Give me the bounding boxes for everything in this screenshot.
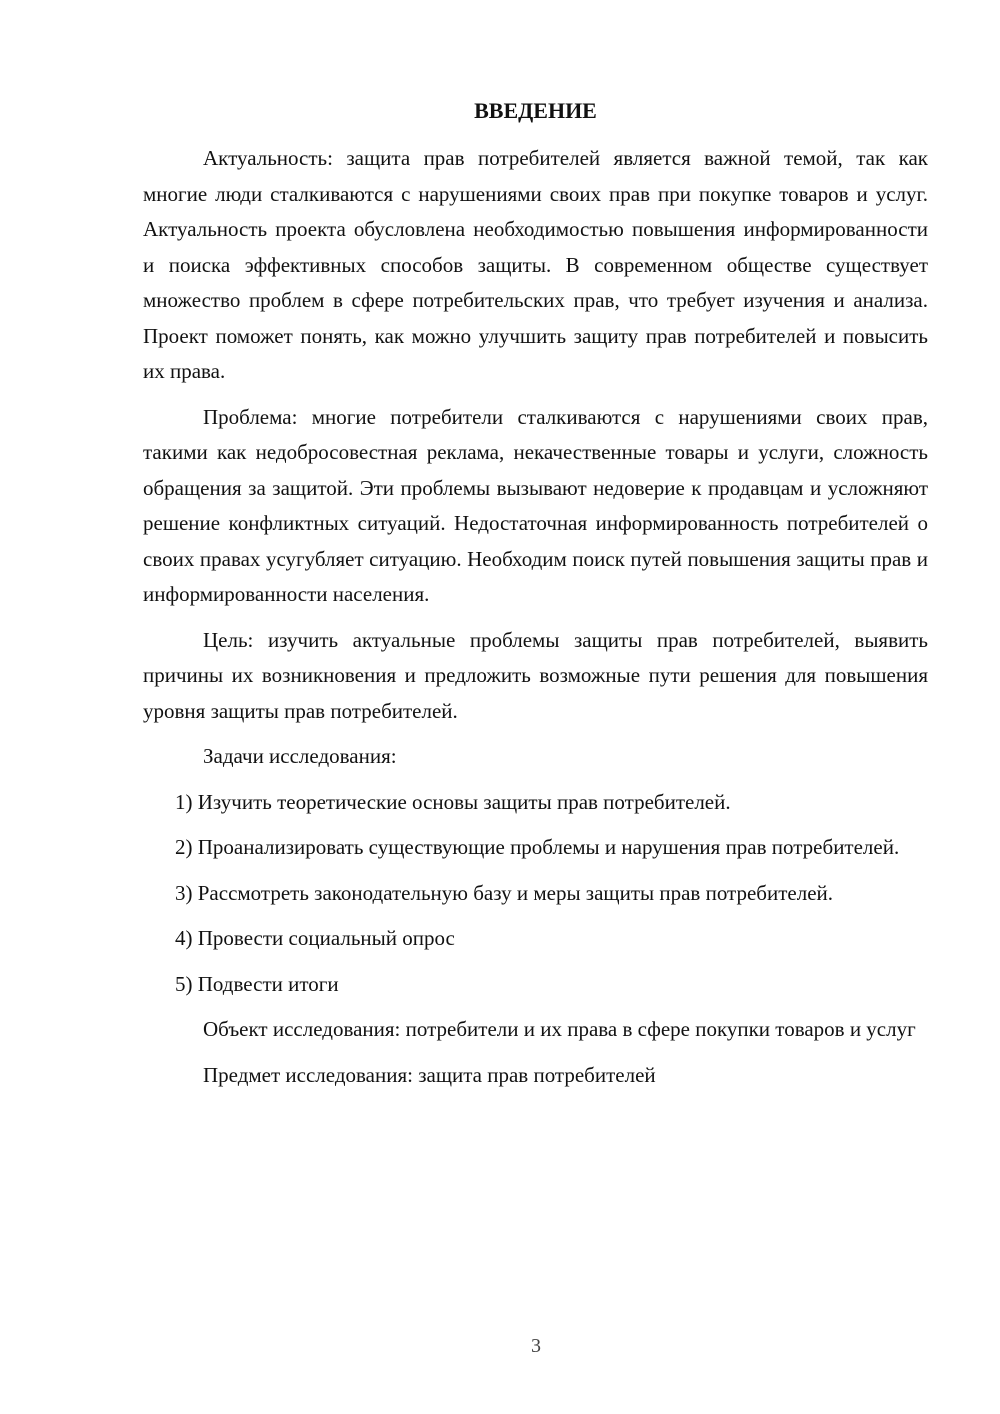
- tasks-heading: Задачи исследования:: [203, 744, 397, 768]
- relevance-paragraph: Актуальность: защита прав потребителей является важной темой, так как многие люди сталкиваются с нарушениями своих прав при покупке товаров и услуг. Актуальность проекта обусловлена необходимостью повышения информированности и поиска эффективных способов защиты. В современном обществе существует множество проблем в сфере потребительских прав, что требует изучения и анализа. Проект поможет понять, как можно улучшить защиту прав потребителей и повысить их права.: [143, 146, 928, 383]
- page-number: 3: [531, 1335, 541, 1357]
- document-body: [143, 141, 928, 1103]
- task-item-4: 4) Провести социальный опрос: [175, 926, 455, 950]
- task-item-5: 5) Подвести итоги: [175, 971, 339, 996]
- problem-paragraph: Проблема: многие потребители сталкиваются с нарушениями своих прав, такими как недобросовестная реклама, некачественные товары и услуги, сложность обращения за защитой. Эти проблемы вызывают недоверие к продавцам и усложняют решение конфликтных ситуаций. Недостаточная информированность потребителей о своих правах усугубляет ситуацию. Необходим поиск путей повышения защиты прав и информированности населения.: [143, 404, 928, 606]
- subject-paragraph: Предмет исследования: защита прав потребителей: [203, 1062, 656, 1087]
- object-paragraph: Объект исследования: потребители и их права в сфере покупки товаров и услуг: [203, 1017, 916, 1041]
- page-title: ВВЕДЕНИЕ: [474, 98, 597, 123]
- goal-paragraph: Цель: изучить актуальные проблемы защиты прав потребителей, выявить причины их возникновения и предложить возможные пути решения для повышения уровня защиты прав потребителей.: [143, 627, 928, 723]
- task-item-3: 3) Рассмотреть законодательную базу и меры защиты прав потребителей.: [175, 880, 834, 905]
- task-item-1: 1) Изучить теоретические основы защиты прав потребителей.: [175, 789, 731, 814]
- task-item-2: 2) Проанализировать существующие проблемы и нарушения прав потребителей.: [175, 835, 900, 859]
